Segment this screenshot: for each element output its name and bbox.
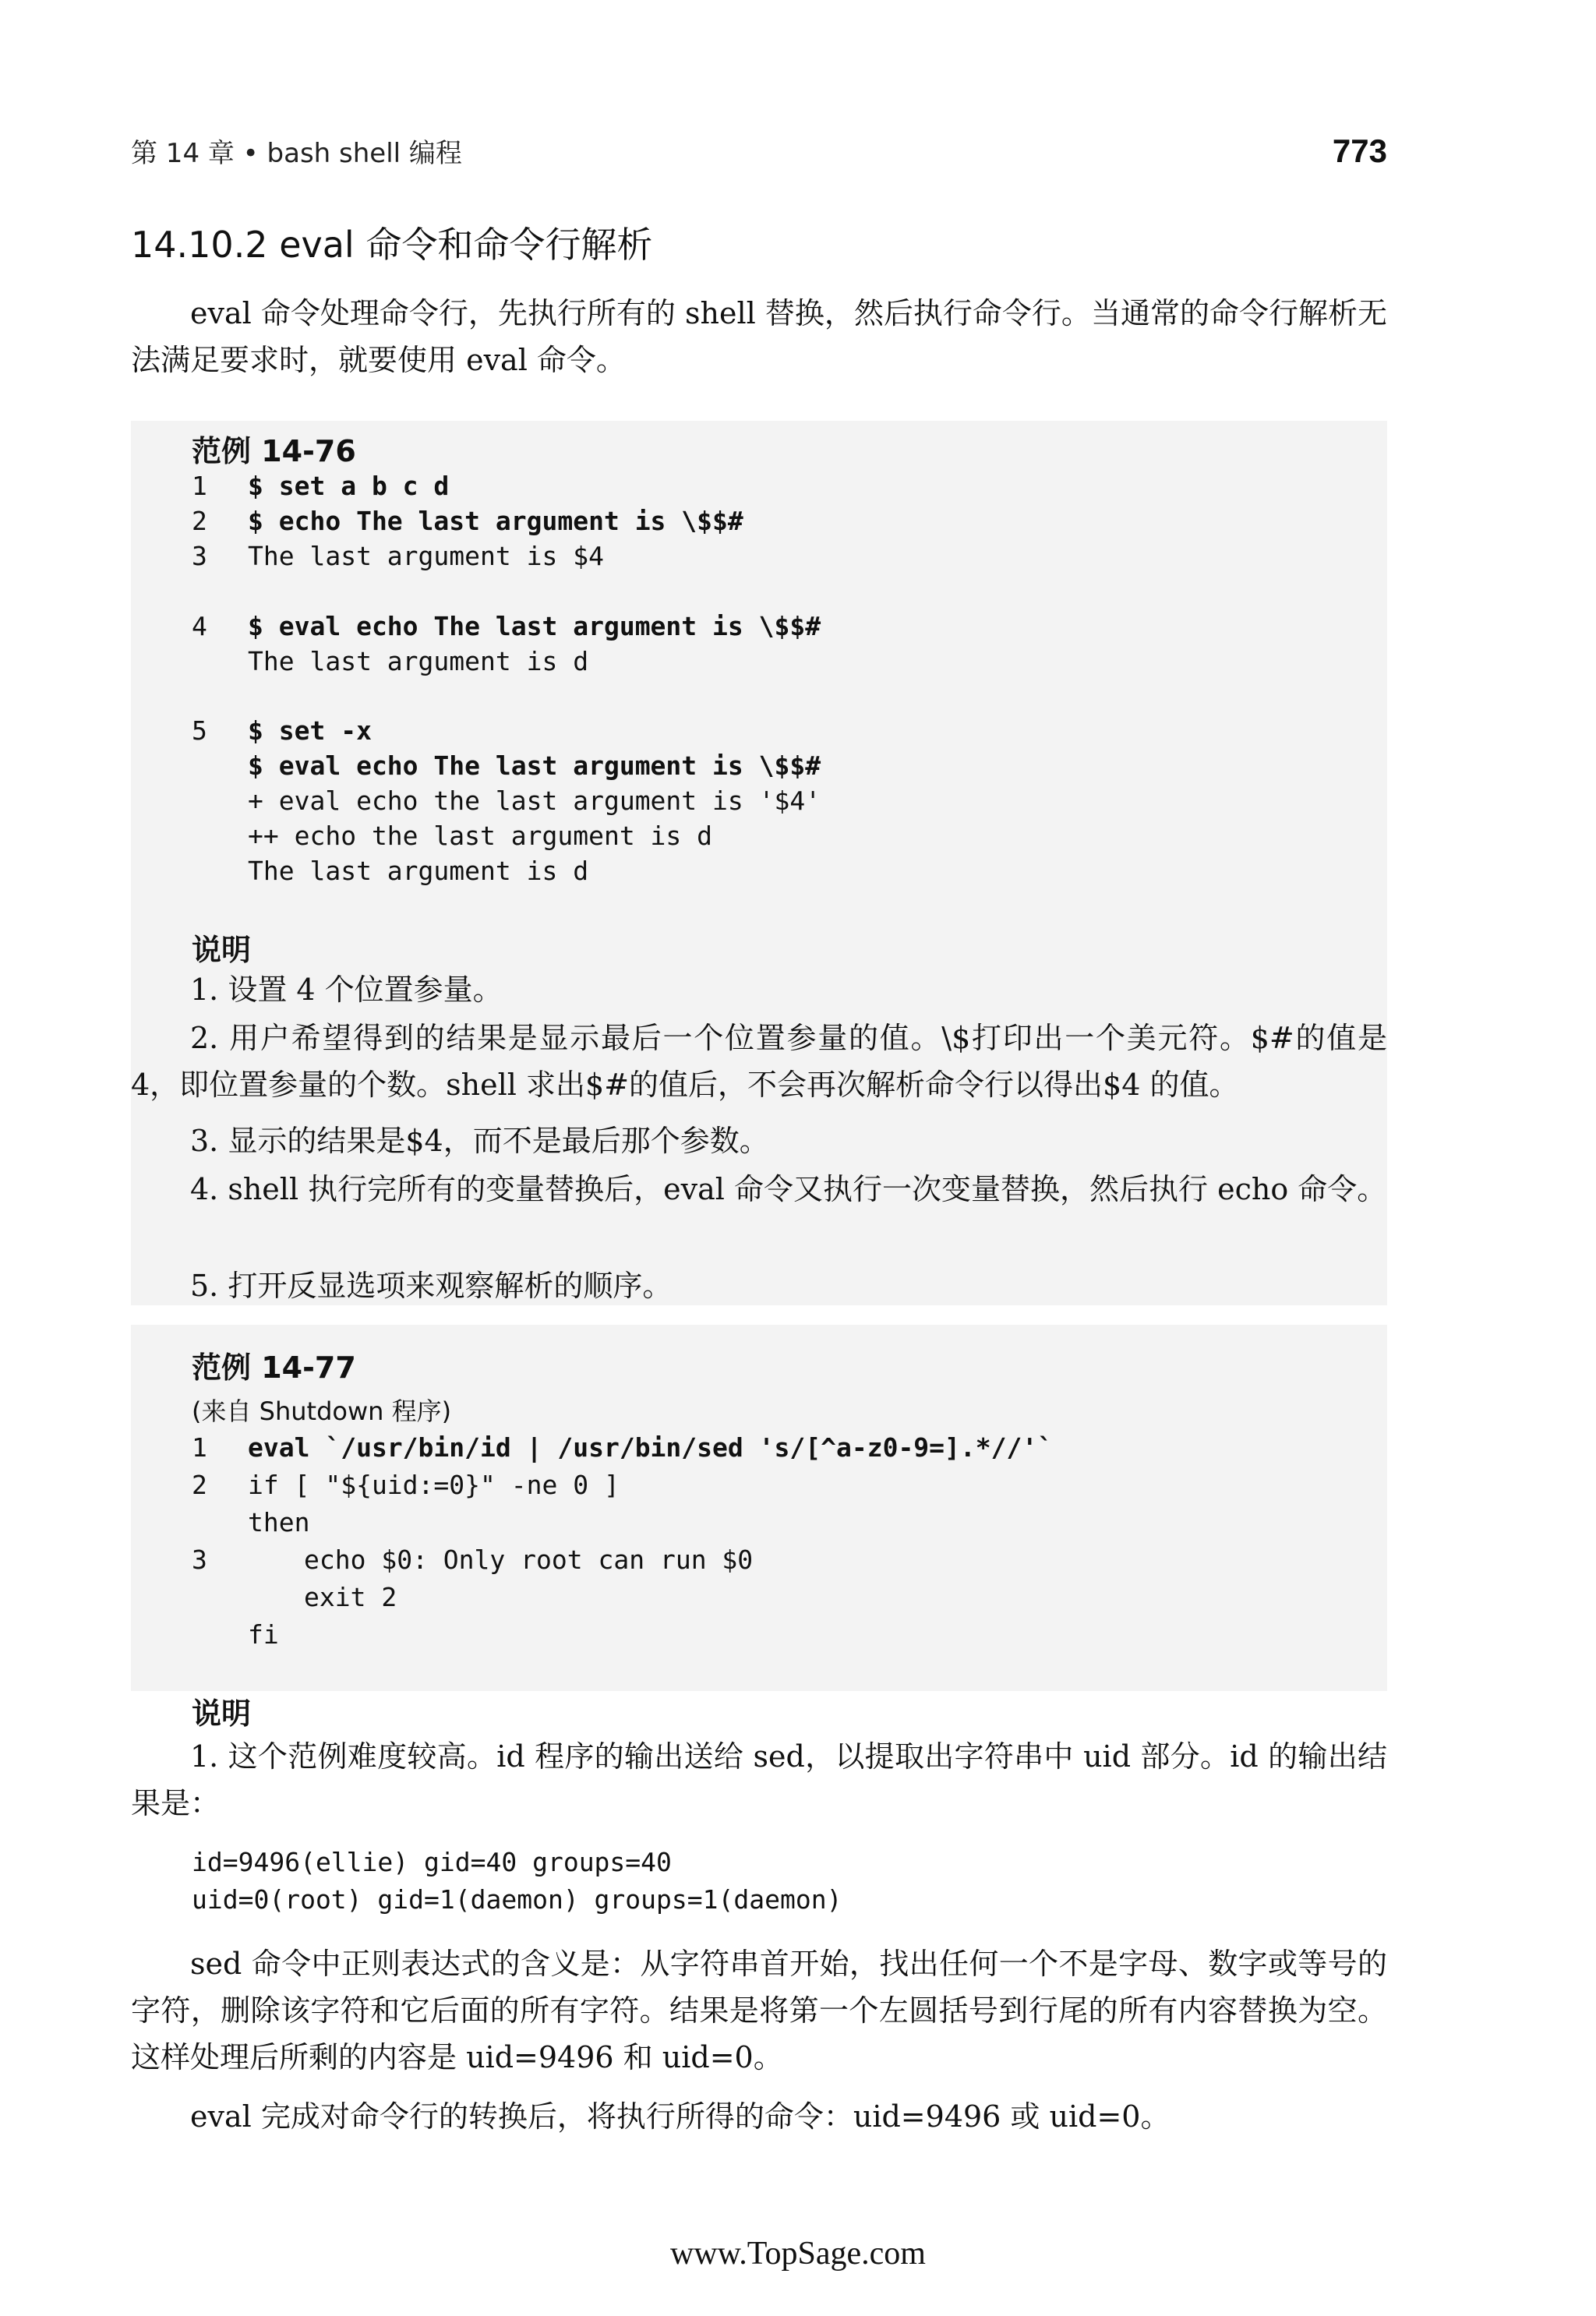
code-line xyxy=(192,1507,310,1541)
line-number: 3 xyxy=(192,1545,207,1575)
page-number: 773 xyxy=(1332,132,1387,169)
id-output-line: id=9496(ellie) gid=40 groups=40 xyxy=(192,1847,672,1877)
running-header xyxy=(131,123,1387,170)
line-number: 5 xyxy=(192,715,207,746)
code-text: $ eval echo The last argument is \$$# xyxy=(248,750,821,781)
code-text: $ set a b c d xyxy=(248,471,450,501)
code-line xyxy=(192,1432,1054,1467)
example-76-title: 范例 14-76 xyxy=(192,434,356,468)
code-line xyxy=(192,506,743,540)
example-77-title: 范例 14-77 xyxy=(192,1350,356,1385)
code-line xyxy=(192,1582,397,1616)
code-line xyxy=(192,856,589,890)
code-line xyxy=(192,646,589,680)
line-number: 1 xyxy=(192,471,207,501)
code-line xyxy=(192,750,821,785)
note: 3. 显示的结果是$4，而不是最后那个参数。 xyxy=(190,1124,769,1158)
code-line xyxy=(192,1619,279,1654)
code-text: fi xyxy=(248,1619,279,1650)
footer-site: www.TopSage.com xyxy=(670,2236,926,2272)
code-text: $ set -x xyxy=(248,715,372,746)
code-text: $ echo The last argument is \$$# xyxy=(248,506,743,536)
line-number: 2 xyxy=(192,506,207,536)
code-line xyxy=(192,821,713,855)
code-text: The last argument is $4 xyxy=(248,541,604,571)
code-text: The last argument is d xyxy=(248,856,589,886)
intro-paragraph: eval 命令处理命令行，先执行所有的 shell 替换，然后执行命令行。当通常的命令行解析无法满足要求时，就要使用 eval 命令。 xyxy=(131,296,1387,377)
sed-explanation: sed 命令中正则表达式的含义是：从字符串首开始，找出任何一个不是字母、数字或等号的字符，删除该字符和它后面的所有字符。结果是将第一个左圆括号到行尾的所有内容替换为空。这样处理后所剩的内容是 uid=9496 和 uid=0。 xyxy=(131,1947,1387,2074)
line-number: 4 xyxy=(192,611,207,641)
note: 5. 打开反显选项来观察解析的顺序。 xyxy=(190,1269,673,1303)
code-line xyxy=(192,786,821,820)
code-text: echo $0: Only root can run $0 xyxy=(304,1545,754,1575)
note: 4. shell 执行完所有的变量替换后，eval 命令又执行一次变量替换，然后执行 echo 命令。 xyxy=(190,1172,1387,1206)
note: 1. 这个范例难度较高。id 程序的输出送给 sed，以提取出字符串中 uid 部分。id 的输出结果是： xyxy=(131,1739,1387,1820)
line-number: 3 xyxy=(192,541,207,571)
running-head: 第 14 章 • bash shell 编程 xyxy=(131,138,462,169)
eval-explanation: eval 完成对命令行的转换后，将执行所得的命令：uid=9496 或 uid=0。 xyxy=(190,2099,1171,2134)
explanation-title: 说明 xyxy=(192,933,252,967)
code-line xyxy=(192,611,821,645)
code-line xyxy=(192,1470,620,1504)
example-77-source: (来自 Shutdown 程序) xyxy=(192,1396,452,1426)
note: 1. 设置 4 个位置参量。 xyxy=(190,973,503,1007)
line-number: 2 xyxy=(192,1470,207,1500)
code-line xyxy=(192,715,372,750)
code-text: $ eval echo The last argument is \$$# xyxy=(248,611,821,641)
explanation-title: 说明 xyxy=(192,1696,252,1731)
code-text: ++ echo the last argument is d xyxy=(248,821,713,851)
code-line xyxy=(192,1545,754,1579)
code-text: The last argument is d xyxy=(248,646,589,676)
code-text: exit 2 xyxy=(304,1582,397,1612)
note: 2. 用户希望得到的结果是显示最后一个位置参量的值。\$打印出一个美元符。$#的值是 4，即位置参量的个数。shell 求出$#的值后，不会再次解析命令行以得出$4 的值。 xyxy=(131,1021,1387,1102)
code-text: if [ "${uid:=0}" -ne 0 ] xyxy=(248,1470,620,1500)
line-number: 1 xyxy=(192,1432,207,1463)
section-heading: 14.10.2 eval 命令和命令行解析 xyxy=(131,224,653,266)
code-line xyxy=(192,471,450,505)
code-text: + eval echo the last argument is '$4' xyxy=(248,786,821,816)
code-line xyxy=(192,541,604,575)
id-output-line: uid=0(root) gid=1(daemon) groups=1(daemon) xyxy=(192,1884,842,1915)
code-text: eval `/usr/bin/id | /usr/bin/sed 's/[^a-z0-9=].*//'` xyxy=(248,1432,1054,1463)
code-text: then xyxy=(248,1507,310,1538)
